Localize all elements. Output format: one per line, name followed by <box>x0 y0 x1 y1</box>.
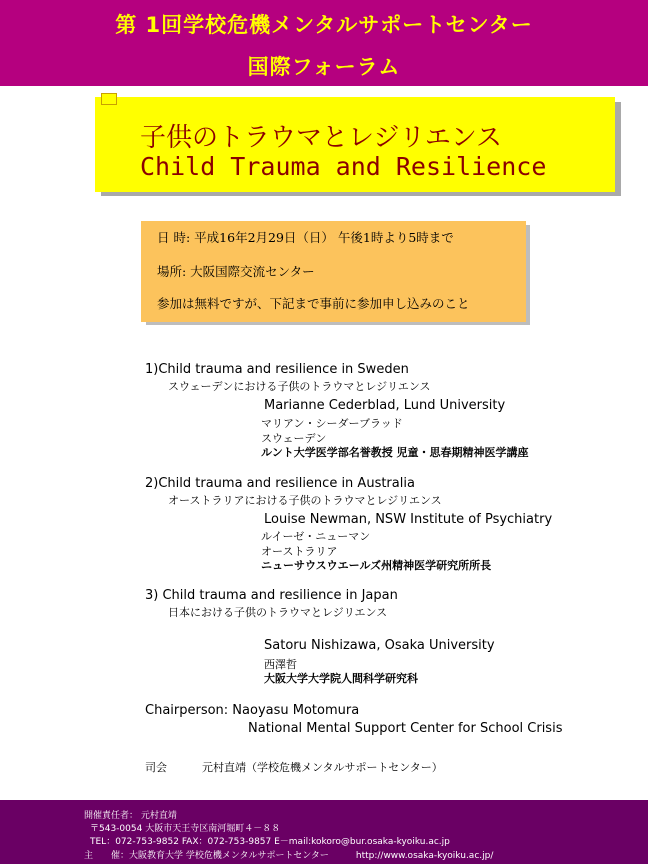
talk-3-title-en: 3) Child trauma and resilience in Japan <box>145 588 398 603</box>
header-title-line2: 国際フォーラム <box>247 55 401 79</box>
talk-3-affiliation: 大阪大学大学院人間科学研究科 <box>264 672 418 685</box>
moderator-name: 元村直靖（学校危機メンタルサポートセンター） <box>202 761 443 774</box>
talk-2-affiliation: ニューサウスウエールズ州精神医学研究所所長 <box>261 559 492 572</box>
talk-3-speaker-jp: 西澤哲 <box>264 658 297 671</box>
footer-host: 主 催：大阪教育大学 学校危機メンタルサポートセンター http://www.osaka-kyoiku.ac.jp/ <box>84 851 494 861</box>
footer-banner <box>0 800 648 864</box>
footer-address: 〒543-0054 大阪市天王寺区南河堀町４－８８ <box>90 824 281 834</box>
talk-2-speaker-en: Louise Newman, NSW Institute of Psychiatry <box>264 512 553 527</box>
chairperson-line1: Chairperson: Naoyasu Motomura <box>145 703 360 718</box>
talk-1-title-jp: スウェーデンにおける子供のトラウマとレジリエンス <box>168 380 431 393</box>
talk-3-speaker-en: Satoru Nishizawa, Osaka University <box>264 638 495 653</box>
title-english: Child Trauma and Resilience <box>140 152 547 181</box>
header-title-line1: 第 1回学校危機メンタルサポートセンター <box>115 13 533 37</box>
moderator-label: 司会 <box>145 761 167 774</box>
talk-1-country: スウェーデン <box>261 432 327 445</box>
footer-organizer: 開催責任者： 元村直靖 <box>84 811 177 821</box>
talk-1-speaker-jp: マリアン・シーダーブラッド <box>261 417 403 430</box>
talk-1-speaker-en: Marianne Cederblad, Lund University <box>264 398 506 413</box>
title-tab-decoration <box>101 93 117 105</box>
talk-2-speaker-jp: ルイーゼ・ニューマン <box>261 530 371 543</box>
info-venue: 場所: 大阪国際交流センター <box>157 264 315 279</box>
talk-1-title-en: 1)Child trauma and resilience in Sweden <box>145 362 409 377</box>
talk-2-title-jp: オーストラリアにおける子供のトラウマとレジリエンス <box>168 494 442 507</box>
talk-1-affiliation: ルント大学医学部名誉教授 児童・思春期精神医学講座 <box>261 446 529 459</box>
info-datetime: 日 時: 平成16年2月29日（日） 午後1時より5時まで <box>157 230 454 245</box>
info-box <box>141 221 526 322</box>
title-box <box>95 97 615 192</box>
info-notice: 参加は無料ですが、下記まで事前に参加申し込みのこと <box>157 296 470 311</box>
header-banner <box>0 0 648 86</box>
chairperson-line2: National Mental Support Center for School Crisis <box>248 721 563 736</box>
talk-2-country: オーストラリア <box>261 545 338 558</box>
title-japanese: 子供のトラウマとレジリエンス <box>140 123 503 153</box>
talk-2-title-en: 2)Child trauma and resilience in Australia <box>145 476 415 491</box>
talk-3-title-jp: 日本における子供のトラウマとレジリエンス <box>168 606 388 619</box>
footer-contact: TEL：072-753-9852 FAX：072-753-9857 E－mail:kokoro@bur.osaka-kyoiku.ac.jp <box>90 837 450 847</box>
